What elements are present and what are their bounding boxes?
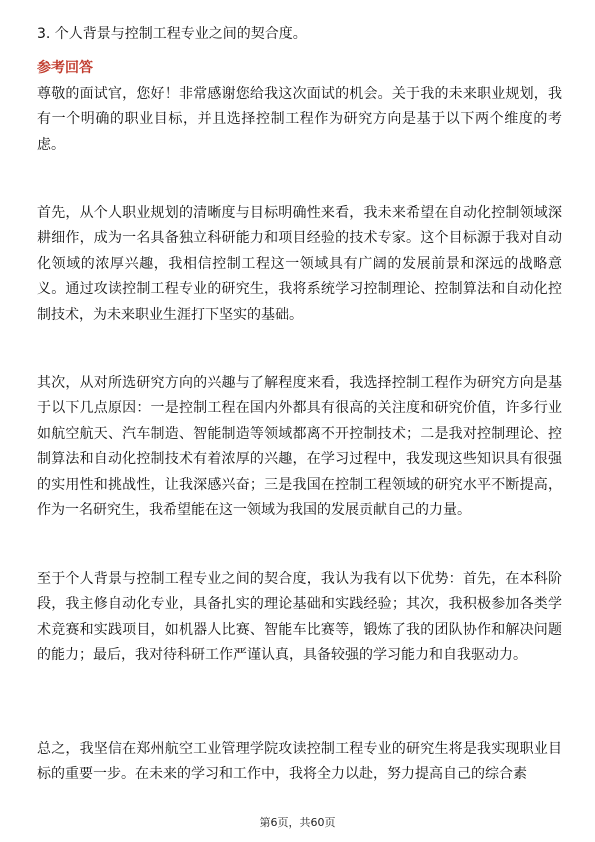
paragraph-conclusion: 总之，我坚信在郑州航空工业管理学院攻读控制工程专业的研究生将是我实现职业目标的重要一步。在未来的学习和工作中，我将全力以赴，努力提高自己的综合素 (37, 741, 562, 783)
answer-label: 参考回答 (37, 60, 93, 76)
paragraph-career-goal: 首先，从个人职业规划的清晰度与目标明确性来看，我未来希望在自动化控制领域深耕细作，成为一名具备独立科研能力和项目经验的技术专家。这个目标源于我对自动化领域的浓厚兴趣，我相信控制工程这一领域具有广阔的发展前景和深远的战略意义。通过攻读控制工程专业的研究生，我将系统学习控制理论、控制算法和自动化控制技术，为未来职业生涯打下坚实的基础。 (37, 205, 562, 323)
paragraph-research-interest: 其次，从对所选研究方向的兴趣与了解程度来看，我选择控制工程作为研究方向是基于以下几点原因：一是控制工程在国内外都具有很高的关注度和研究价值，许多行业如航空航天、汽车制造、智能制造等领域都离不开控制技术；二是我对控制理论、控制算法和自动化控制技术有着浓厚的兴趣，在学习过程中，我发现这些知识具有很强的实用性和挑战性，让我深感兴奋；三是我国在控制工程领域的研究水平不断提高，作为一名研究生，我希望能在这一领域为我国的发展贡献自己的力量。 (37, 375, 562, 519)
question-heading: 3. 个人背景与控制工程专业之间的契合度。 (37, 26, 307, 42)
paragraph-intro: 尊敬的面试官，您好！非常感谢您给我这次面试的机会。关于我的未来职业规划，我有一个明确的职业目标，并且选择控制工程作为研究方向是基于以下两个维度的考虑。 (37, 86, 562, 153)
page-number: 第6页，共60页 (259, 816, 336, 829)
paragraph-background-fit: 至于个人背景与控制工程专业之间的契合度，我认为我有以下优势：首先，在本科阶段，我主修自动化专业，具备扎实的理论基础和实践经验；其次，我积极参加各类学术竞赛和实践项目，如机器人比赛、智能车比赛等，锻炼了我的团队协作和解决问题的能力；最后，我对待科研工作严谨认真，具备较强的学习能力和自我驱动力。 (37, 571, 562, 664)
